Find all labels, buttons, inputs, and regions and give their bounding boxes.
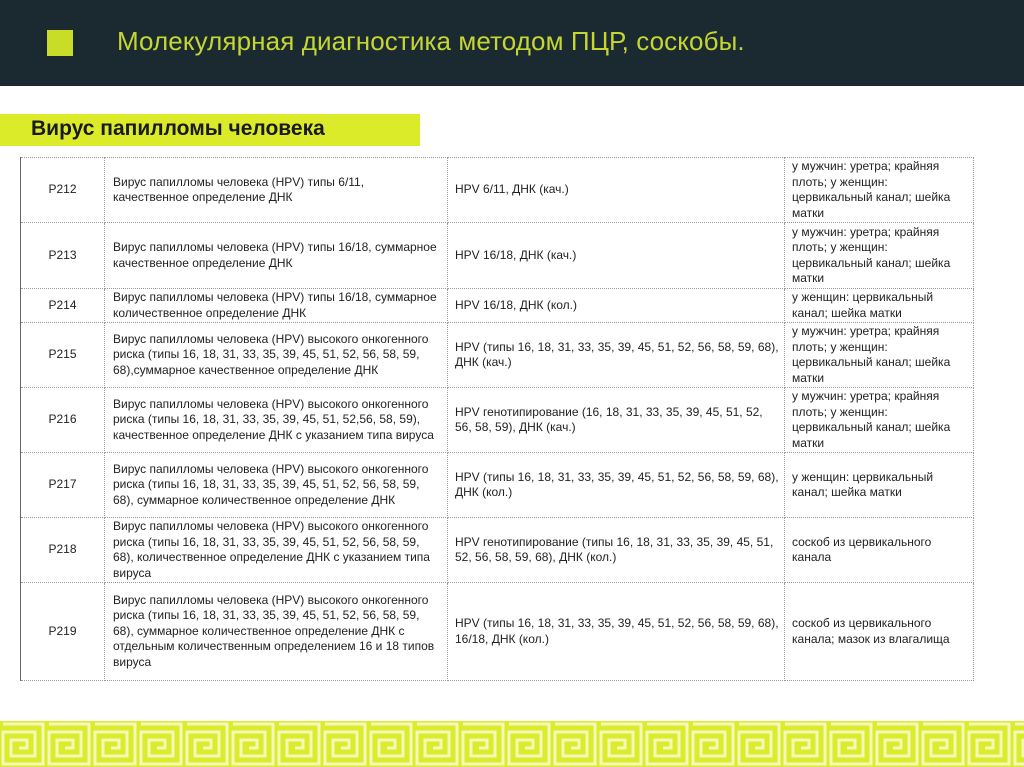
row-short-name: HPV генотипирование (16, 18, 31, 33, 35, 39, 45, 51, 52, 56, 58, 59), ДНК (кач.) bbox=[448, 388, 785, 453]
meander-pattern bbox=[0, 721, 1024, 767]
row-description: Вирус папилломы человека (HPV) высокого онкогенного риска (типы 16, 18, 31, 33, 35, 39, 45, 51, 52, 56, 58, 59, 68),суммарное качественное определение ДНК bbox=[105, 323, 448, 388]
row-material: соскоб из цервикального канала bbox=[785, 518, 974, 583]
row-description: Вирус папилломы человека (HPV) высокого онкогенного риска (типы 16, 18, 31, 33, 35, 39, 45, 51, 52, 56, 58, 59, 68), количественное определение ДНК с указанием типа вируса bbox=[105, 518, 448, 583]
row-material: у мужчин: уретра; крайняя плоть; у женщин: цервикальный канал; шейка матки bbox=[785, 323, 974, 388]
row-short-name: HPV 16/18, ДНК (кол.) bbox=[448, 289, 785, 323]
table-row bbox=[21, 323, 974, 388]
row-short-name: HPV 16/18, ДНК (кач.) bbox=[448, 223, 785, 289]
table-row bbox=[21, 453, 974, 518]
row-description: Вирус папилломы человека (HPV) высокого онкогенного риска (типы 16, 18, 31, 33, 35, 39, 45, 51, 52,56, 58, 59), качественное определение ДНК с указанием типа вируса bbox=[105, 388, 448, 453]
row-material: у женщин: цервикальный канал; шейка матки bbox=[785, 289, 974, 323]
price-table bbox=[20, 157, 974, 681]
row-material: у мужчин: уретра; крайняя плоть; у женщин: цервикальный канал; шейка матки bbox=[785, 388, 974, 453]
table-row bbox=[21, 289, 974, 323]
row-code: P214 bbox=[21, 289, 105, 323]
section-title: Вирус папилломы человека bbox=[31, 117, 325, 140]
title-bullet-square bbox=[47, 30, 73, 56]
row-short-name: HPV (типы 16, 18, 31, 33, 35, 39, 45, 51, 52, 56, 58, 59, 68), ДНК (кол.) bbox=[448, 453, 785, 518]
row-short-name: HPV 6/11, ДНК (кач.) bbox=[448, 158, 785, 223]
row-description: Вирус папилломы человека (HPV) типы 16/18, суммарное количественное определение ДНК bbox=[105, 289, 448, 323]
row-short-name: HPV генотипирование (типы 16, 18, 31, 33, 35, 39, 45, 51, 52, 56, 58, 59, 68), ДНК (кол.) bbox=[448, 518, 785, 583]
row-material: соскоб из цервикального канала; мазок из влагалища bbox=[785, 583, 974, 681]
row-description: Вирус папилломы человека (HPV) высокого онкогенного риска (типы 16, 18, 31, 33, 35, 39, 45, 51, 52, 56, 58, 59, 68), суммарное количественное определение ДНК bbox=[105, 453, 448, 518]
row-description: Вирус папилломы человека (HPV) типы 6/11, качественное определение ДНК bbox=[105, 158, 448, 223]
table-row bbox=[21, 518, 974, 583]
row-description: Вирус папилломы человека (HPV) высокого онкогенного риска (типы 16, 18, 31, 33, 35, 39, 45, 51, 52, 56, 58, 59, 68), суммарное количественное определение ДНК с отдельным количественным определением 16 и 18 типов вируса bbox=[105, 583, 448, 681]
row-code: P215 bbox=[21, 323, 105, 388]
header-bar bbox=[0, 0, 1024, 86]
row-code: P219 bbox=[21, 583, 105, 681]
row-code: P213 bbox=[21, 223, 105, 289]
slide-title: Молекулярная диагностика методом ПЦР, соскобы. bbox=[117, 26, 745, 56]
row-material: у мужчин: уретра; крайняя плоть; у женщин: цервикальный канал; шейка матки bbox=[785, 158, 974, 223]
row-code: P218 bbox=[21, 518, 105, 583]
row-code: P216 bbox=[21, 388, 105, 453]
row-code: P212 bbox=[21, 158, 105, 223]
row-material: у женщин: цервикальный канал; шейка матки bbox=[785, 453, 974, 518]
row-short-name: HPV (типы 16, 18, 31, 33, 35, 39, 45, 51, 52, 56, 58, 59, 68), 16/18, ДНК (кол.) bbox=[448, 583, 785, 681]
section-banner bbox=[0, 114, 420, 146]
table-row bbox=[21, 583, 974, 681]
row-code: P217 bbox=[21, 453, 105, 518]
row-short-name: HPV (типы 16, 18, 31, 33, 35, 39, 45, 51, 52, 56, 58, 59, 68), ДНК (кач.) bbox=[448, 323, 785, 388]
table-row bbox=[21, 158, 974, 223]
row-material: у мужчин: уретра; крайняя плоть; у женщин: цервикальный канал; шейка матки bbox=[785, 223, 974, 289]
table-row bbox=[21, 223, 974, 289]
decorative-footer-band bbox=[0, 721, 1024, 767]
price-table-container bbox=[20, 157, 973, 681]
row-description: Вирус папилломы человека (HPV) типы 16/18, суммарное качественное определение ДНК bbox=[105, 223, 448, 289]
table-row bbox=[21, 388, 974, 453]
